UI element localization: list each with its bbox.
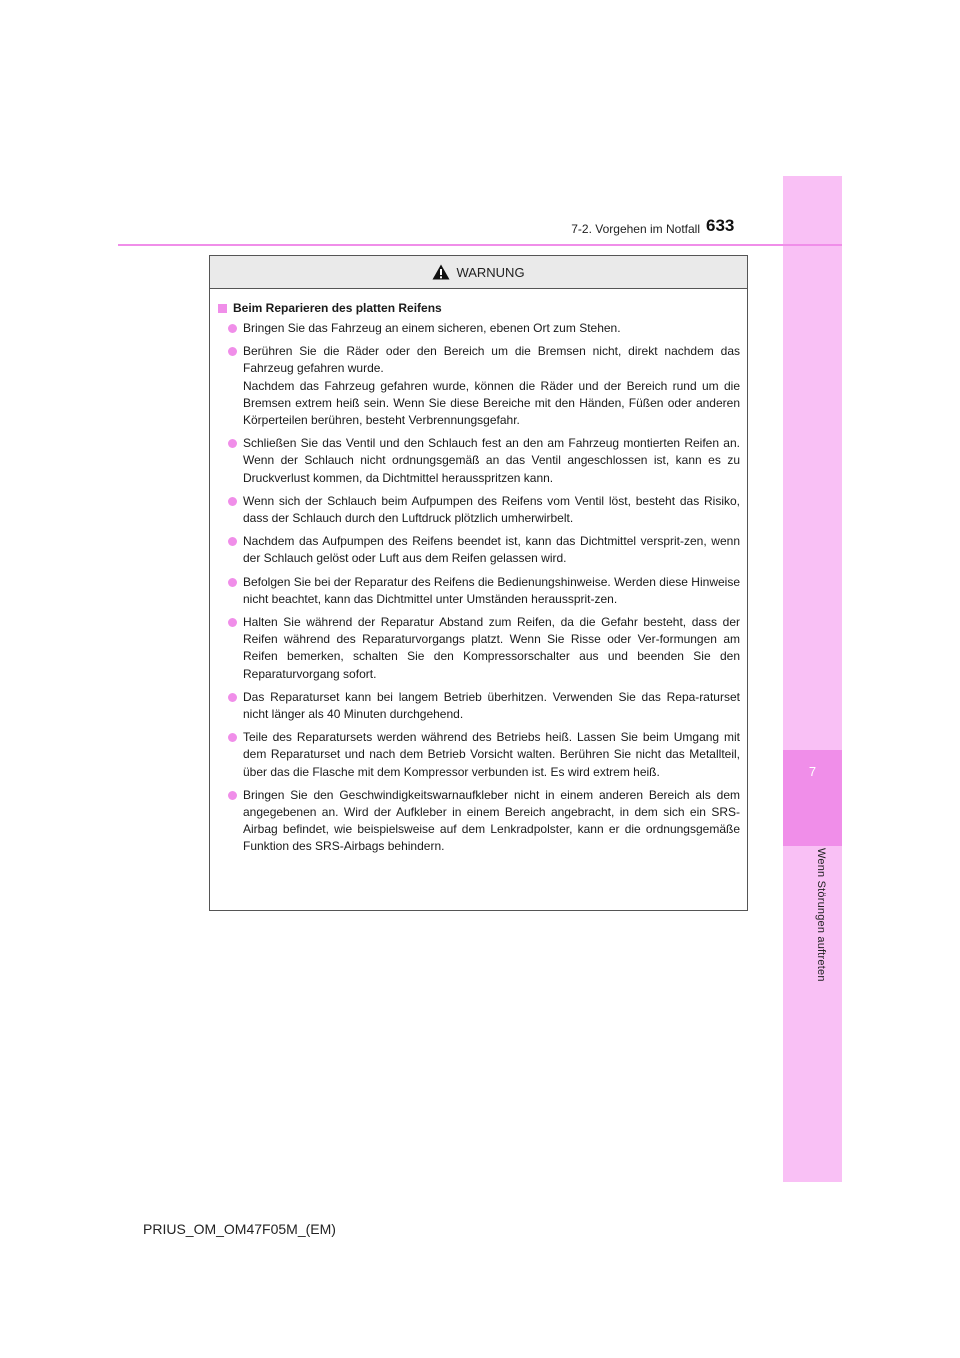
document-code: PRIUS_OM_OM47F05M_(EM) <box>143 1221 336 1237</box>
list-item <box>218 729 740 781</box>
subheading-text: Beim Reparieren des platten Reifens <box>233 301 442 315</box>
list-item-text: Teile des Reparatursets werden während des Betriebs heiß. Lassen Sie beim Umgang mit dem Reparaturset und nach dem Betrieb Vorsicht walten. Berühren Sie nicht das Metallteil, über das die Flasche mit dem Kompressor verbunden ist. Es wird extrem heiß. <box>243 730 740 779</box>
warning-title: WARNUNG <box>456 264 525 280</box>
warning-triangle-icon <box>432 264 450 280</box>
bullet-icon <box>228 791 237 800</box>
bullet-icon <box>228 693 237 702</box>
list-item-text: Befolgen Sie bei der Reparatur des Reifens die Bedienungshinweise. Werden diese Hinweise nicht beachtet, kann das Dichtmittel unter Umständen heraussprit-zen. <box>243 574 740 606</box>
bullet-icon <box>228 537 237 546</box>
list-item <box>218 689 740 723</box>
bullet-icon <box>228 324 237 333</box>
chapter-number: 7 <box>808 764 817 779</box>
list-item <box>218 614 740 683</box>
warning-body <box>210 289 747 856</box>
list-item-text: Berühren Sie die Räder oder den Bereich um die Bremsen nicht, direkt nachdem das Fahrzeug gefahren wurde. Nachdem das Fahrzeug gefahren wurde, können die Räder und der Bereich rund um die Bremsen extrem heiß sein. Wenn Sie diese Bereiche mit den Händen, Füßen oder anderen Körperteilen berühren, besteht Verbrennungsgefahr. <box>243 344 740 428</box>
square-bullet-icon <box>218 304 227 313</box>
list-item <box>218 493 740 527</box>
warning-header <box>210 256 747 289</box>
section-title: 7-2. Vorgehen im Notfall <box>571 222 700 236</box>
chapter-side-tab <box>783 176 842 1182</box>
bullet-icon <box>228 347 237 356</box>
chapter-title: Wenn Störungen auftreten <box>815 848 827 982</box>
list-item-text: Nachdem das Aufpumpen des Reifens beendet ist, kann das Dichtmittel versprit-zen, wenn der Schlauch gelöst oder Luft aus dem Reifen gelassen wird. <box>243 534 740 566</box>
list-item <box>218 343 740 429</box>
chapter-marker <box>783 750 842 846</box>
list-item-text: Wenn sich der Schlauch beim Aufpumpen des Reifens vom Ventil löst, besteht das Risiko, dass der Schlauch durch den Luftdruck plötzlich umherwirbelt. <box>243 493 740 526</box>
warning-box <box>209 255 748 911</box>
list-item <box>218 787 740 856</box>
list-item <box>218 533 740 567</box>
bullet-icon <box>228 439 237 448</box>
list-item <box>218 435 740 487</box>
bullet-icon <box>228 578 237 587</box>
list-item-text: Das Reparaturset kann bei langem Betrieb überhitzen. Verwenden Sie das Repa-raturset nicht länger als 40 Minuten durchgehend. <box>243 689 740 722</box>
bullet-icon <box>228 497 237 506</box>
bullet-icon <box>228 733 237 742</box>
bullet-icon <box>228 618 237 627</box>
list-item-text: Halten Sie während der Reparatur Abstand zum Reifen, da die Gefahr besteht, dass der Reifen während des Reparaturvorgangs platzt. Wenn Sie Risse oder Ver-formungen am Reifen bemerken, schalten Sie den Kompressorschalter aus und beenden Sie den Reparaturvorgang sofort. <box>243 615 740 681</box>
list-item-text: Schließen Sie das Ventil und den Schlauch fest an den am Fahrzeug montierten Reifen an. Wenn der Schlauch nicht ordnungsgemäß an das Ventil angeschlossen ist, kann es zu Druckverlust kommen, da Dichtmittel herausspritzen kann. <box>243 436 740 485</box>
list-item-text: Bringen Sie das Fahrzeug an einem sicheren, ebenen Ort zum Stehen. <box>243 321 621 335</box>
list-item <box>218 574 740 608</box>
list-item <box>218 320 740 337</box>
header-rule <box>118 244 842 246</box>
warning-subheading <box>218 301 740 315</box>
list-item-text: Bringen Sie den Geschwindigkeitswarnaufkleber nicht in einem anderen Bereich als dem angegebenen an. Wird der Aufkleber in einem Bereich angebracht, in dem sich ein SRS-Airbag befindet, wie beispielsweise auf dem Lenkradpolster, kann er die ordnungsgemäße Funktion des SRS-Airbags behindern. <box>243 787 740 854</box>
page-number: 633 <box>706 216 735 235</box>
